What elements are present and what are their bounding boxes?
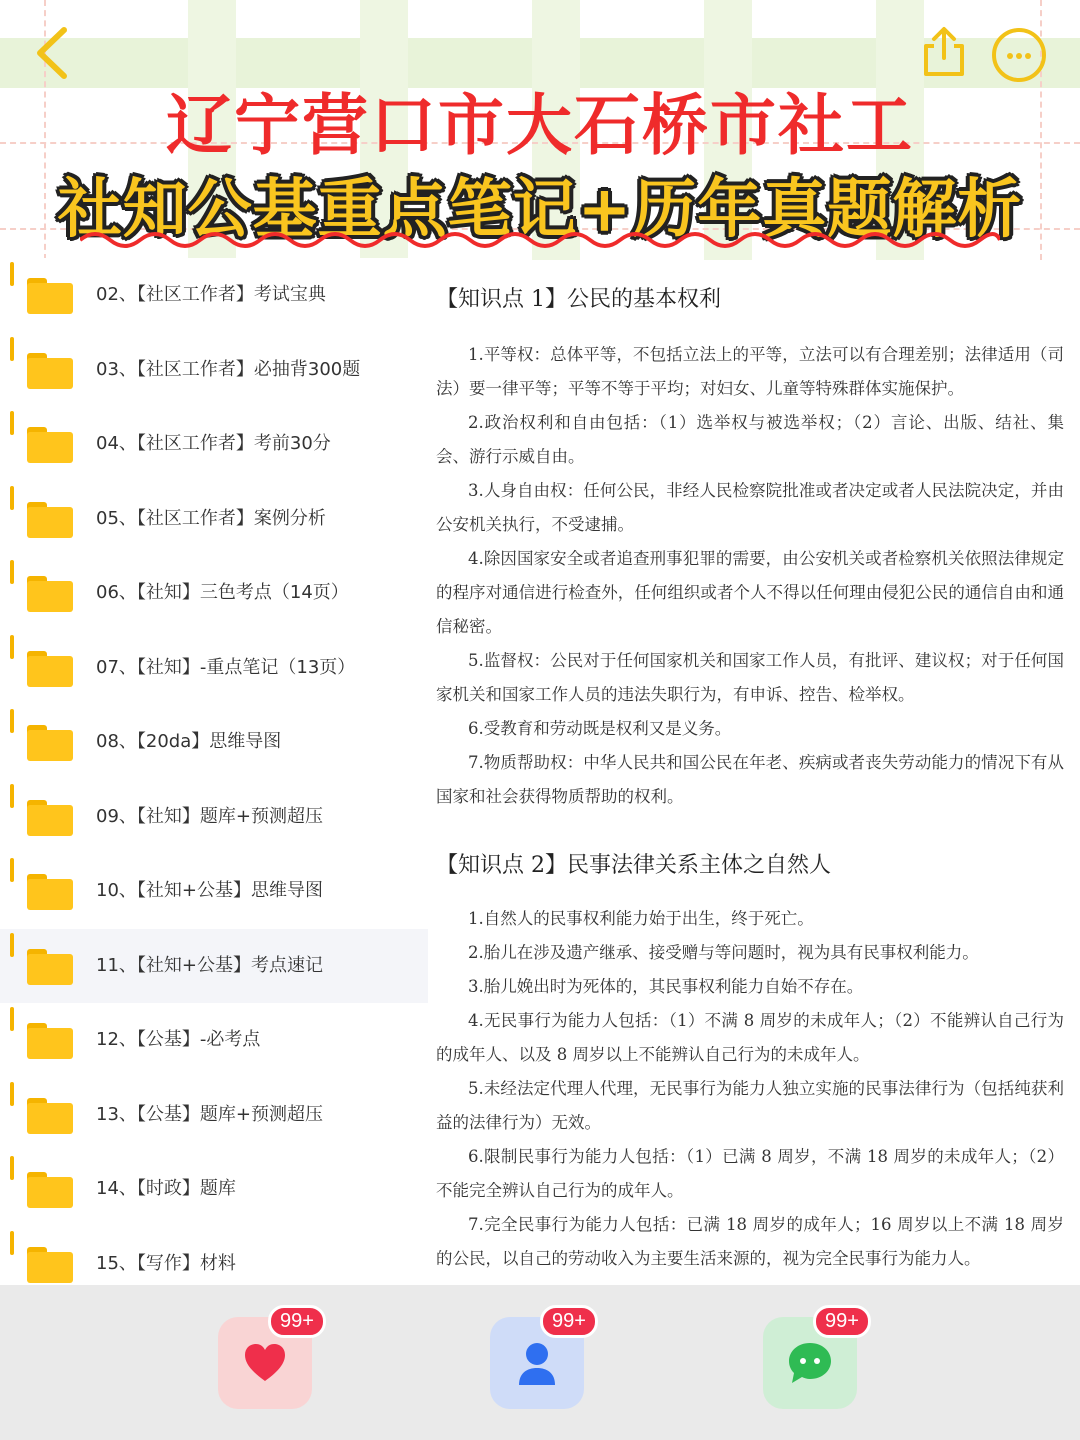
like-button[interactable] bbox=[218, 1310, 314, 1409]
follow-count-badge: 99+ bbox=[540, 1305, 598, 1338]
note-paragraph: 7.完全民事行为能力人包括：已满 18 周岁的成年人；16 周岁以上不满 18 周岁的公民，以自己的劳动收入为主要生活来源的，视为完全民事行为能力人。 bbox=[436, 1215, 1064, 1268]
folder-edge-icon bbox=[10, 262, 14, 286]
bottom-action-bar bbox=[0, 1285, 1080, 1440]
folder-icon bbox=[27, 1172, 73, 1208]
more-dots-icon bbox=[1007, 53, 1013, 59]
like-count-badge: 99+ bbox=[268, 1305, 326, 1338]
folder-icon bbox=[27, 1247, 73, 1283]
file-name: 14、【时政】题库 bbox=[96, 1178, 236, 1199]
file-name: 11、【社知+公基】考点速记 bbox=[96, 955, 323, 976]
follow-button[interactable] bbox=[490, 1310, 586, 1409]
file-name: 04、【社区工作者】考前30分 bbox=[96, 433, 331, 454]
note-paragraph: 3.人身自由权：任何公民，非经人民检察院批准或者决定或者人民法院决定，并由公安机关执行，不受逮捕。 bbox=[436, 481, 1064, 534]
folder-icon bbox=[27, 353, 73, 389]
list-item[interactable] bbox=[0, 407, 428, 481]
folder-edge-icon bbox=[10, 1231, 14, 1255]
folder-icon bbox=[27, 800, 73, 836]
list-item[interactable] bbox=[0, 333, 428, 407]
note-paragraph: 5.监督权：公民对于任何国家机关和国家工作人员，有批评、建议权；对于任何国家机关和国家工作人员的违法失职行为，有申诉、控告、检举权。 bbox=[436, 651, 1064, 704]
user-icon bbox=[513, 1339, 561, 1387]
list-item[interactable] bbox=[0, 854, 428, 928]
folder-edge-icon bbox=[10, 933, 14, 957]
folder-edge-icon bbox=[10, 858, 14, 882]
note-paragraph: 1.自然人的民事权利能力始于出生，终于死亡。 bbox=[468, 909, 814, 928]
notes-document bbox=[436, 268, 1066, 1278]
wavy-underline-decoration bbox=[80, 228, 1000, 252]
list-item[interactable] bbox=[0, 1152, 428, 1226]
file-name: 08、【20da】思维导图 bbox=[96, 731, 282, 752]
file-name: 03、【社区工作者】必抽背300题 bbox=[96, 359, 361, 380]
note-paragraph: 6.限制民事行为能力人包括：（1）已满 8 周岁，不满 18 周岁的未成年人；（2）不能完全辨认自己行为的成年人。 bbox=[436, 1147, 1064, 1200]
more-dots-icon bbox=[1025, 53, 1031, 59]
note-paragraph: 3.胎儿娩出时为死体的，其民事权利能力自始不存在。 bbox=[468, 977, 864, 996]
section-heading: 【知识点 2】民事法律关系主体之自然人 bbox=[436, 853, 831, 878]
page-title: 辽宁营口市大石桥市社工 bbox=[166, 87, 914, 164]
folder-icon bbox=[27, 502, 73, 538]
folder-icon bbox=[27, 949, 73, 985]
folder-edge-icon bbox=[10, 1156, 14, 1180]
list-item[interactable] bbox=[0, 482, 428, 556]
list-item[interactable] bbox=[0, 258, 428, 332]
folder-edge-icon bbox=[10, 709, 14, 733]
page-subtitle: 社知公基重点笔记+历年真题解析 bbox=[57, 172, 1023, 247]
folder-edge-icon bbox=[10, 1082, 14, 1106]
note-paragraph: 7.物质帮助权：中华人民共和国公民在年老、疾病或者丧失劳动能力的情况下有从国家和社会获得物质帮助的权利。 bbox=[436, 753, 1064, 806]
file-name: 13、【公基】题库+预测超压 bbox=[96, 1104, 323, 1125]
note-paragraph: 4.无民事行为能力人包括：（1）不满 8 周岁的未成年人；（2）不能辨认自己行为的成年人、以及 8 周岁以上不能辨认自己行为的未成年人。 bbox=[436, 1011, 1064, 1064]
note-paragraph: 6.受教育和劳动既是权利又是义务。 bbox=[468, 719, 732, 738]
file-name: 10、【社知+公基】思维导图 bbox=[96, 880, 323, 901]
comment-count-badge: 99+ bbox=[813, 1305, 871, 1338]
note-paragraph: 2.胎儿在涉及遗产继承、接受赠与等问题时，视为具有民事权利能力。 bbox=[468, 943, 979, 962]
folder-icon bbox=[27, 278, 73, 314]
note-paragraph: 1.平等权：总体平等，不包括立法上的平等，立法可以有合理差别；法律适用（司法）要一律平等；平等不等于平均；对妇女、儿童等特殊群体实施保护。 bbox=[436, 345, 1064, 398]
list-item[interactable] bbox=[0, 556, 428, 630]
file-name: 09、【社知】题库+预测超压 bbox=[96, 806, 323, 827]
folder-icon bbox=[27, 725, 73, 761]
folder-edge-icon bbox=[10, 411, 14, 435]
list-item[interactable] bbox=[0, 1003, 428, 1077]
folder-edge-icon bbox=[10, 784, 14, 808]
note-paragraph: 5.未经法定代理人代理，无民事行为能力人独立实施的民事法律行为（包括纯获利益的法律行为）无效。 bbox=[436, 1079, 1064, 1132]
file-name: 15、【写作】材料 bbox=[96, 1253, 236, 1274]
note-paragraph: 2.政治权利和自由包括：（1）选举权与被选举权；（2）言论、出版、结社、集会、游行示威自由。 bbox=[436, 413, 1064, 466]
folder-icon bbox=[27, 651, 73, 687]
list-item[interactable] bbox=[0, 705, 428, 779]
file-name: 12、【公基】-必考点 bbox=[96, 1029, 261, 1050]
note-paragraph: 4.除因国家安全或者追查刑事犯罪的需要，由公安机关或者检察机关依照法律规定的程序对通信进行检查外，任何组织或者个人不得以任何理由侵犯公民的通信自由和通信秘密。 bbox=[436, 549, 1064, 636]
folder-icon bbox=[27, 576, 73, 612]
file-name: 07、【社知】-重点笔记（13页） bbox=[96, 657, 356, 678]
chat-bubble-icon bbox=[786, 1339, 834, 1387]
more-dots-icon bbox=[1016, 53, 1022, 59]
folder-edge-icon bbox=[10, 560, 14, 584]
file-name: 06、【社知】三色考点（14页） bbox=[96, 582, 349, 603]
list-item[interactable] bbox=[0, 631, 428, 705]
folder-list bbox=[0, 258, 428, 1288]
folder-icon bbox=[27, 1098, 73, 1134]
file-name: 02、【社区工作者】考试宝典 bbox=[96, 284, 326, 305]
comment-button[interactable] bbox=[763, 1310, 859, 1409]
heart-icon bbox=[241, 1339, 289, 1387]
folder-edge-icon bbox=[10, 337, 14, 361]
folder-icon bbox=[27, 874, 73, 910]
file-name: 05、【社区工作者】案例分析 bbox=[96, 508, 326, 529]
section-heading: 【知识点 1】公民的基本权利 bbox=[436, 287, 721, 312]
folder-edge-icon bbox=[10, 635, 14, 659]
list-item[interactable] bbox=[0, 780, 428, 854]
folder-edge-icon bbox=[10, 1007, 14, 1031]
folder-edge-icon bbox=[10, 486, 14, 510]
folder-icon bbox=[27, 1023, 73, 1059]
folder-icon bbox=[27, 427, 73, 463]
list-item[interactable] bbox=[0, 929, 428, 1003]
list-item[interactable] bbox=[0, 1078, 428, 1152]
